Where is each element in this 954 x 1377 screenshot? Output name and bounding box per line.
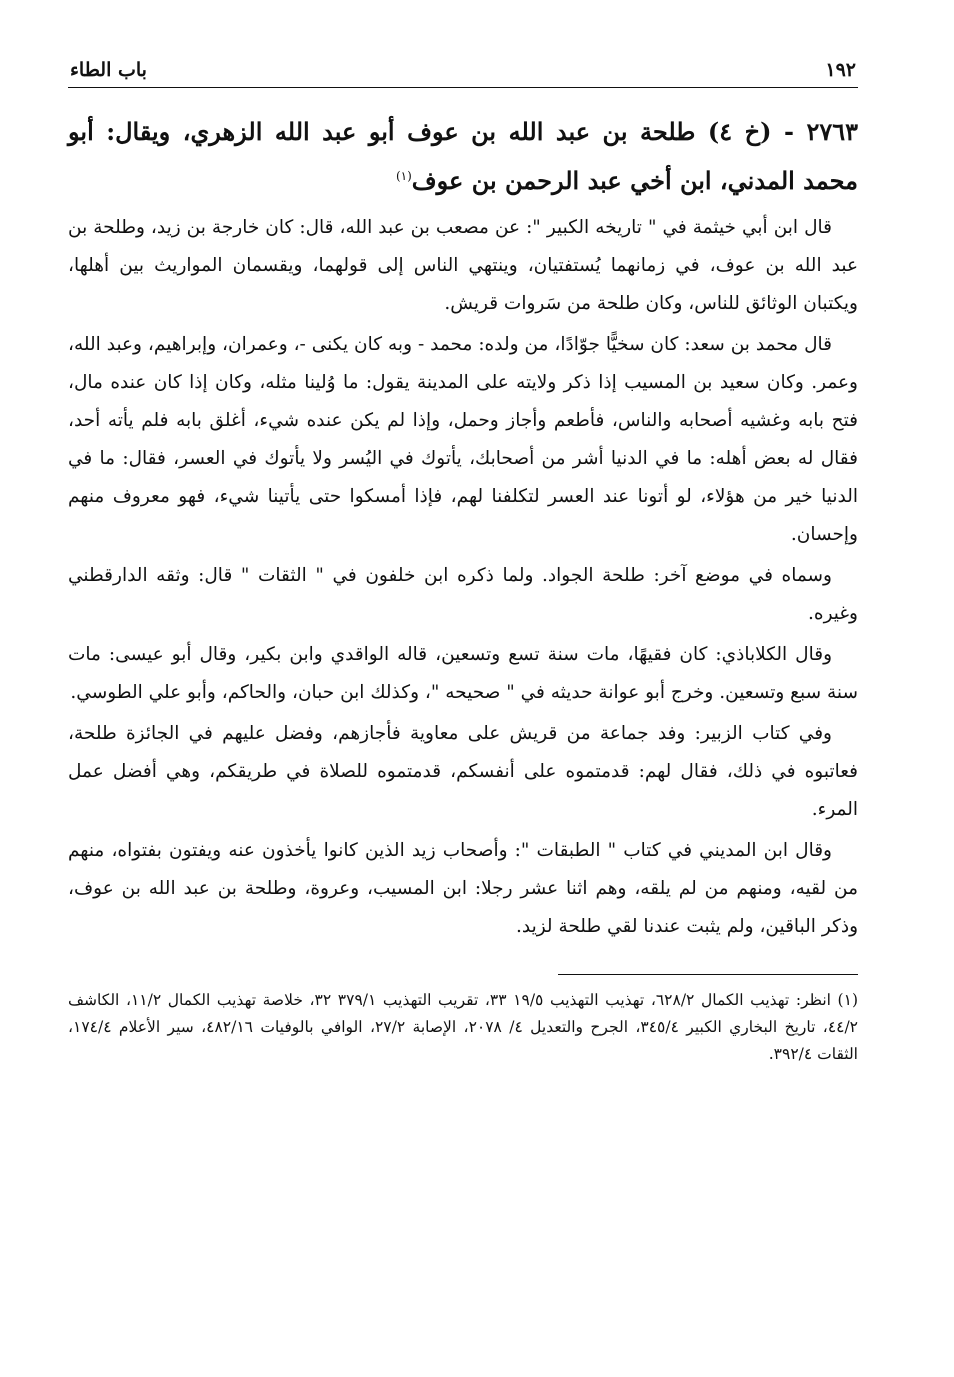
footnote-reference: (١): [395, 169, 412, 183]
paragraph: قال محمد بن سعد: كان سخيًّا جوّادًا، من ولده: محمد - وبه كان يكنى -، وعمران، وإبراهيم، وعبد الله، وعمر. وكان سعيد بن المسيب إذا ذكر ولايته على المدينة يقول: ما وُلينا مثله، وكان إذا كان عنده مال، فتح بابه وغشيه أصحابه والناس، فأطعم وأجاز وحمل، وإذا لم يكن عنده شيء، أغلق بابه فلم يأته أحد، فقال له بعض أهله: ما في الدنيا أشر من أصحابك، يأتوك في اليُسر ولا يأتوك في العسر، فقال: ما في الدنيا خير من هؤلاء، لو أتونا عند العسر لتكلفنا لهم، فإذا أمسكوا حتى يأتينا شيء، فهو معروف منهم وإحسان.: [68, 334, 858, 545]
paragraph: وقال ابن المديني في كتاب " الطبقات ": وأصحاب زيد الذين كانوا يأخذون عنه ويفتون بفتواه، منهم من لقيه، ومنهم من لم يلقه، وهم اثنا عشر رجلا: ابن المسيب، وعروة، وطلحة بن عبد الله بن عوف، وذكر الباقين، ولم يثبت عندنا لقي طلحة لزيد.: [68, 840, 858, 937]
footnotes: [68, 987, 858, 1068]
entry-body: [68, 209, 858, 946]
entry-number: ٢٧٦٣ - (خ ٤): [707, 117, 859, 146]
entry-title: طلحة بن عبد الله بن عوف أبو عبد الله الزهري، ويقال: أبو محمد المدني، ابن أخي عبد الرحمن بن عوف: [68, 117, 858, 195]
paragraph: وسماه في موضع آخر: طلحة الجواد. ولما ذكره ابن خلفون في " الثقات " قال: وثقه الدارقطني وغيره.: [68, 565, 858, 624]
footnote-divider: [558, 974, 858, 975]
paragraph: وفي كتاب الزبير: وفد جماعة من قريش على معاوية فأجازهم، وفضل عليهم في الجائزة طلحة، فعاتبوه في ذلك، فقال لهم: قدمتموه على أنفسكم، قدمتموه للصلاة في طريقكم، وهي أفضل عمل المرء.: [68, 723, 858, 820]
book-page: [68, 48, 858, 1068]
page-number: ١٩٢: [825, 59, 856, 81]
paragraph: وقال الكلاباذي: كان فقيهًا، مات سنة تسع وتسعين، قاله الواقدي وابن بكير، وقال أبو عيسى: مات سنة سبع وتسعين. وخرج أبو عوانة حديثه في " صحيحه "، وكذلك ابن حبان، والحاكم، وأبو علي الطوسي.: [68, 644, 858, 703]
paragraph: قال ابن أبي خيثمة في " تاريخه الكبير ": عن مصعب بن عبد الله، قال: كان خارجة بن زيد، وطلحة بن عبد الله بن عوف، في زمانهما يُستفتيان، وينتهي الناس إلى قولهما، ويقسمان المواريث بين أهلها، ويكتبان الوثائق للناس، وكان طلحة من سَروات قريش.: [68, 217, 858, 314]
section-title: باب الطاء: [70, 59, 147, 81]
footnote: (١) انظر: تهذيب الكمال ٦٢٨/٢، تهذيب التهذيب ١٩/٥ ٣٣، تقريب التهذيب ٣٧٩/١ ٣٢، خلاصة تهذيب الكمال ١١/٢، الكاشف ٤٤/٢، تاريخ البخاري الكبير ٣٤٥/٤، الجرح والتعديل ٤/ ٢٠٧٨، الإصابة ٢٧/٢، الوافي بالوفيات ٤٨٢/١٦، سير الأعلام ١٧٤/٤، الثقات ٣٩٢/٤.: [68, 991, 859, 1063]
running-header: [68, 48, 858, 88]
entry-heading: [68, 110, 858, 203]
